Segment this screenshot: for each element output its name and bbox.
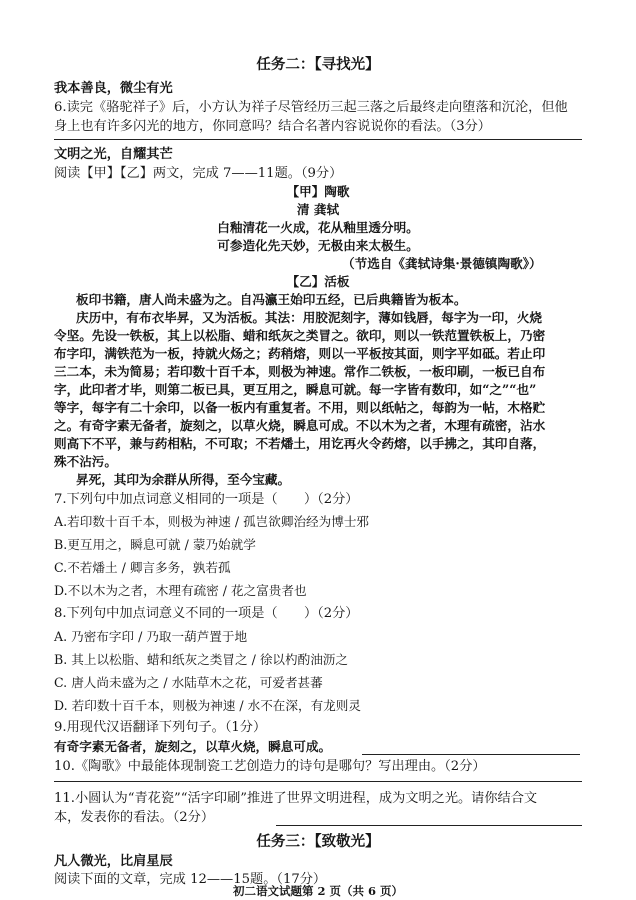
prose-line: 字，此印者才毕，则第二板已具，更互用之，瞬息可就。每一字皆有数印，如“之”“也” [54, 382, 537, 397]
prose-line: 三二本，未为简易；若印数十百千本，则极为神速。常作二铁板，一板印刷，一板已自布 [54, 364, 546, 379]
section-title-ordinary-people: 凡人微光，比肩星辰 [54, 854, 173, 869]
question-7-stem: 7.下列句中加点词意义相同的一项是（ ）（2分） [54, 492, 359, 507]
question-11-line1: 11.小圆认为“青花瓷”“活字印刷”推进了世界文明进程，成为文明之光。请你结合文 [54, 791, 538, 806]
question-8-option-b: B. 其上以松脂、蜡和纸灰之类冒之 / 徐以杓酌油沥之 [54, 652, 348, 667]
answer-line [54, 139, 582, 140]
prose-line: 等字，每字有二十余印，以备一板内有重复者。不用，则以纸帖之，每韵为一帖，木格贮 [54, 400, 546, 415]
question-6-line2: 身上也有许多闪光的地方，你同意吗？结合名著内容说说你的看法。（3分） [54, 119, 491, 134]
task3-heading: 任务三：【致敬光】 [256, 833, 380, 850]
prose-line: 庆历中，有布衣毕昇，又为活板。其法：用胶泥刻字，薄如钱唇，每字为一印，火烧 [76, 310, 542, 325]
answer-line [276, 825, 582, 826]
task3-reading-intro: 阅读下面的文章，完成 12——15题。（17分） [54, 872, 327, 887]
question-9-stem: 9.用现代汉语翻译下列句子。（1分） [54, 720, 267, 735]
prose-line: 则高下不平，兼与药相粘，不可取；不若燔土，用讫再火令药熔，以手拂之，其印自落， [54, 436, 546, 451]
question-9-sentence: 有奇字素无备者，旋刻之，以草火烧，瞬息可成。 [54, 739, 332, 754]
question-11-line2: 本，发表你的看法。（2分） [54, 810, 215, 825]
question-7-option-b: B.更互用之，瞬息可就 / 蒙乃始就学 [54, 537, 256, 552]
reading-intro: 阅读【甲】【乙】两文，完成 7——11题。（9分） [54, 166, 343, 181]
question-8-option-d: D. 若印数十百千本，则极为神速 / 水不在深，有龙则灵 [54, 698, 361, 713]
question-8-stem: 8.下列句中加点词意义不同的一项是（ ）（2分） [54, 606, 359, 621]
poem-line: 白釉清花一火成，花从釉里透分明。 [217, 220, 419, 235]
page-footer: 初二语文试题第 2 页（共 6 页） [232, 884, 404, 898]
question-7-option-c: C.不若燔土 / 卿言多务，孰若孤 [54, 560, 231, 575]
prose-line: 昇死，其印为余群从所得，至今宝藏。 [76, 472, 291, 487]
question-8-option-a: A. 乃密布字印 / 乃取一葫芦置于地 [54, 629, 248, 644]
section-title-civilization: 文明之光，自耀其芒 [54, 147, 173, 162]
question-7-option-a: A.若印数十百千本，则极为神速 / 孤岂欲卿治经为博士邪 [54, 514, 370, 529]
section-title-goodness: 我本善良，微尘有光 [54, 81, 173, 96]
question-7-option-d: D.不以木为之者，木理有疏密 / 花之富贵者也 [54, 583, 307, 598]
task2-heading: 任务二：【寻找光】 [256, 56, 380, 73]
answer-line [54, 781, 582, 782]
question-8-option-c: C. 唐人尚未盛为之 / 水陆草木之花，可爱者甚蕃 [54, 675, 323, 690]
prose-title: 【乙】活板 [286, 274, 350, 289]
poem-title: 【甲】陶歌 [286, 184, 350, 199]
prose-line: 板印书籍，唐人尚未盛为之。自冯瀛王始印五经，已后典籍皆为板本。 [76, 292, 467, 307]
prose-line: 之。有奇字素无备者，旋刻之，以草火烧，瞬息可成。不以木为之者，木理有疏密，沾水 [54, 418, 546, 433]
prose-line: 布字印，满铁范为一板，持就火炀之；药稍熔，则以一平板按其面，则字平如砥。若止印 [54, 346, 546, 361]
poem-author: 清 龚轼 [296, 202, 340, 217]
prose-line: 殊不沾污。 [54, 454, 117, 469]
poem-line: 可参造化先天妙，无极由来太极生。 [217, 238, 419, 253]
answer-line [362, 754, 580, 755]
prose-line: 令坚。先设一铁板，其上以松脂、蜡和纸灰之类冒之。欲印，则以一铁范置铁板上，乃密 [54, 328, 546, 343]
question-10: 10.《陶歌》中最能体现制瓷工艺创造力的诗句是哪句？写出理由。（2分） [54, 759, 486, 774]
question-6-line1: 6.读完《骆驼祥子》后，小方认为祥子尽管经历三起三落之后最终走向堕落和沉沦，但他 [54, 100, 568, 115]
poem-source: （节选自《龚轼诗集·景德镇陶歌》） [342, 256, 542, 271]
